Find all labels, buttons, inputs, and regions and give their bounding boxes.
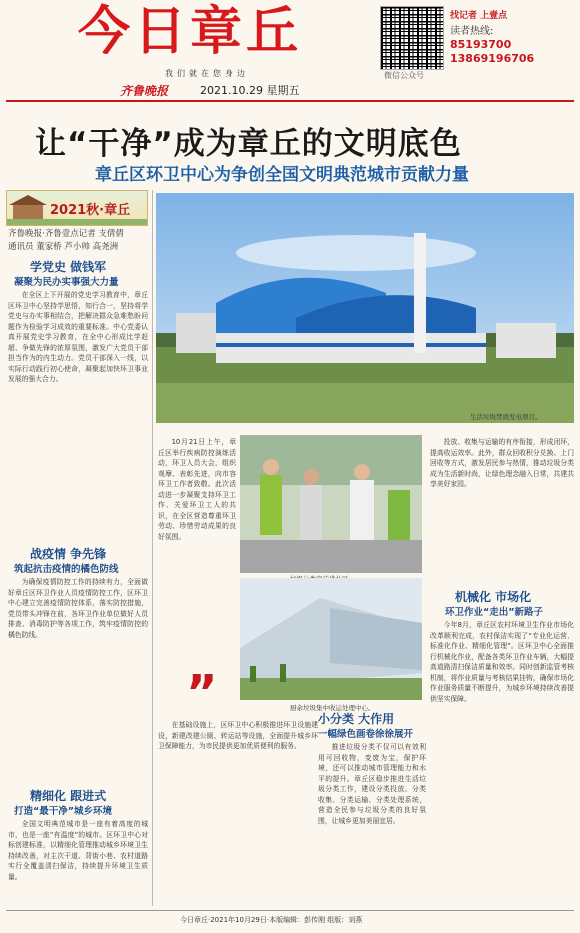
qr-code-icon[interactable] (380, 6, 444, 70)
right-column-body: 投放、收集与运输的有序衔接，形成闭环，提高收运效率。此外，群众回收积分兑换、上门回收等方式，激发居民参与热情，推动垃圾分类成为生活新时尚，让绿色理念融入日常，共建共享美好家园。 (430, 438, 574, 488)
section-2-body: 为确保疫情防控工作的持续有力，全面做好章丘区环卫作业人员疫情防控工作，区环卫中心建立完善疫情防控体系，落实防控措施，党员带头冲锋在前，各环卫作业单位做好人员排查、消毒防护等各项工作，筑牢疫情防控的橘色防线。 (8, 578, 148, 639)
middle-column-body: 10月21日上午，章丘区举行疾病防控演练活动，环卫人员大会，组织观摩、表彰先进，向市容环卫工作者致敬。此次活动进一步凝聚支持环卫工作、关爱环卫工人的共识，在全区营造尊重环卫劳动、珍惜劳动成果的良好氛围。 (158, 438, 236, 541)
hotline-phone-1[interactable]: 85193700 (450, 38, 512, 51)
section-1-body: 在全区上下开展的党史学习教育中，章丘区环卫中心坚持学思悟，知行合一，坚持将学党史与办实事相结合，把解决群众急难愁盼问题作为检验学习成效的重要标准。中心党委认真开展党史学习教育，在全中心形成比学赶超、争做先锋的浓厚氛围，激发广大党员干部担当作为的内生动力。党员干部深入一线，以实际行动践行初心使命，凝聚起加快环卫事业发展的强大合力。 (8, 291, 148, 383)
section-5-subtitle: 环卫作业“走出”新路子 (445, 607, 543, 618)
photo-3-caption: 厨余垃圾集中收运处理中心。 (290, 704, 375, 712)
byline: 齐鲁晚报·齐鲁壹点记者 支倩倩 通讯员 董家桥 芦小帅 高尧洲 (8, 229, 124, 252)
section-5-body: 今年8月，章丘区农村环境卫生作业市场化改革顺利完成，农村保洁实现了“专业化运营、标准化作业、精细化管理”。区环卫中心全面推行机械化作业，配备各类环卫作业车辆，大幅提高道路清扫保洁质量和效率。同时创新监管考核机制，将作业质量与考核结果挂钩，确保市场化作业服务质量不断提升，为城乡环境持续改善提供坚实保障。 (430, 621, 574, 703)
main-photo-caption: 生活垃圾焚烧发电项目。 (470, 413, 542, 421)
power-plant-illustration (156, 193, 574, 423)
masthead-title: 今日章丘 (78, 2, 303, 62)
masthead (0, 0, 580, 112)
section-4-subtitle: 一幅绿色画卷徐徐展开 (318, 729, 414, 740)
hotline-label: 读者热线: (450, 26, 494, 37)
section-3-title: 精细化 跟进式 (30, 789, 107, 803)
facility-illustration (240, 578, 422, 700)
section-2-subtitle: 筑起抗击疫情的橘色防线 (14, 564, 119, 575)
quote-mark-icon: ” (186, 665, 218, 721)
page-footer: 今日章丘·2021年10月29日·本版编辑：彭传刚 组版：刘燕 (180, 916, 363, 924)
section-4-title: 小分类 大作用 (318, 712, 395, 726)
banner-title: 2021秋·章丘 (50, 203, 131, 218)
masthead-divider (6, 100, 574, 102)
section-5-title: 机械化 市场化 (455, 590, 532, 604)
section-1-subtitle: 凝聚为民办实事强大力量 (14, 277, 119, 288)
section-4-body: 推进垃圾分类不仅可以有效利用可回收物，变废为宝，保护环境，还可以推动城市管理能力和水平的提升。章丘区稳步推进生活垃圾分类工作，建设分类投放、分类收集、分类运输、分类处理系统，营造全民参与垃圾分类的良好氛围，让城乡更加美丽宜居。 (318, 743, 426, 825)
hotline-tagline: 找记者 上壹点 (450, 11, 508, 21)
section-3-body: 全国文明典范城市是一座有着高度的城市，也是一座“有温度”的城市。区环卫中心对标创建标准，以精细化管理推动城乡环境卫生持续改善，对主次干道、背街小巷、农村道路实行全覆盖清扫保洁，持续提升环境卫生质量。 (8, 820, 148, 881)
masthead-slogan: 我们就在您身边 (165, 69, 249, 78)
qr-label: 微信公众号 (384, 71, 424, 80)
footer-divider (6, 910, 574, 911)
facility-photo (240, 578, 422, 700)
newspaper-brand: 齐鲁晚报 (120, 84, 169, 98)
section-1-title: 学党史 做钱军 (30, 260, 107, 274)
main-photo (156, 193, 574, 423)
section-3-subtitle: 打造“最干净”城乡环境 (14, 806, 112, 817)
volunteers-illustration (240, 435, 422, 573)
issue-date: 2021.10.29 星期五 (200, 84, 300, 97)
community-photo (240, 435, 422, 573)
column-divider (152, 190, 153, 906)
section-2-title: 战疫情 争先锋 (30, 547, 107, 561)
middle-column-body-2: 在基础设施上，区环卫中心积极推进环卫设施建设，新建改建公厕、转运站等设施，全面提升城乡环卫保障能力，为市民提供更加优质便利的服务。 (158, 721, 318, 750)
page-subheadline: 章丘区环卫中心为争创全国文明典范城市贡献力量 (95, 165, 469, 185)
page-headline: 让“干净”成为章丘的文明底色 (35, 126, 462, 162)
hotline-phone-2[interactable]: 13869196706 (450, 52, 535, 65)
